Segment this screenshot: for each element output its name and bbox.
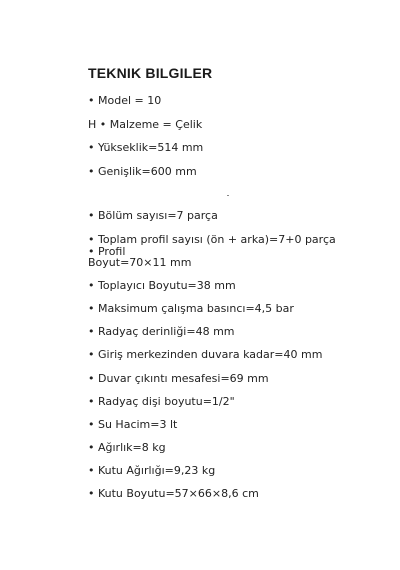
spec-box-size: • Kutu Boyutu=57×66×8,6 cm (88, 487, 259, 500)
spec-profile-size: Boyut=70×11 mm (88, 256, 192, 269)
spec-max-pressure: • Maksimum çalışma basıncı=4,5 bar (88, 302, 294, 315)
spec-profile-count: • Toplam profil sayısı (ön + arka)=7+0 parça (88, 233, 336, 246)
spec-height: • Yükseklik=514 mm (88, 141, 204, 154)
spec-width: • Genişlik=600 mm (88, 165, 197, 178)
spec-thread-size: • Radyaç dişi boyutu=1/2" (88, 395, 235, 408)
page-title: TEKNIK BILGILER (88, 65, 213, 81)
spec-weight: • Ağırlık=8 kg (88, 441, 166, 454)
spec-water-volume: • Su Hacim=3 lt (88, 418, 178, 431)
spec-model: • Model = 10 (88, 94, 162, 107)
spec-wall-projection: • Duvar çıkıntı mesafesi=69 mm (88, 372, 269, 385)
spec-profile-label: • Profil (88, 245, 126, 258)
spec-inlet-to-wall: • Giriş merkezinden duvara kadar=40 mm (88, 348, 323, 361)
spec-depth: • Radyaç derinliği=48 mm (88, 325, 235, 338)
stray-dot (227, 195, 229, 196)
spec-box-weight: • Kutu Ağırlığı=9,23 kg (88, 464, 216, 477)
spec-section-count: • Bölüm sayısı=7 parça (88, 209, 218, 222)
spec-material: H • Malzeme = Çelik (88, 118, 203, 131)
spec-collector-size: • Toplayıcı Boyutu=38 mm (88, 279, 236, 292)
